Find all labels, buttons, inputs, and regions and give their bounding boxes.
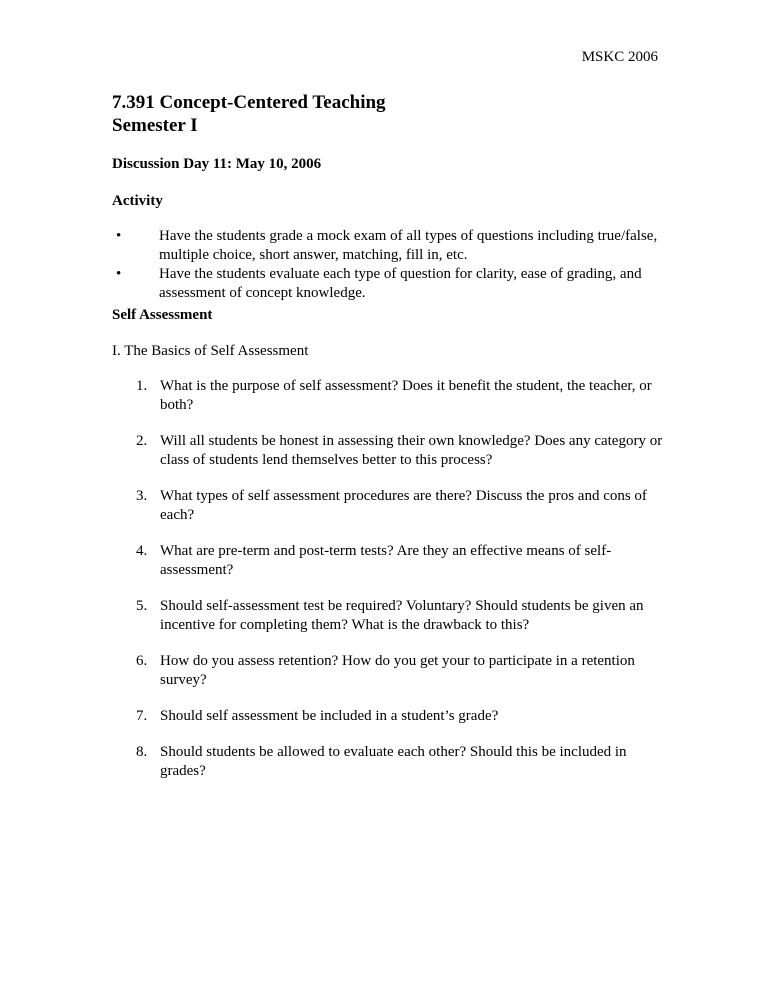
question-text: Will all students be honest in assessing their own knowledge? Does any category or class of students lend themselves better to this process? [160,433,663,468]
list-item [136,377,676,415]
question-number: 6. [136,653,148,669]
list-item [136,542,676,580]
question-number: 7. [136,708,148,724]
question-number: 8. [136,744,148,760]
title-course: 7.391 Concept-Centered Teaching [112,92,386,113]
document-title [112,91,386,137]
title-semester: Semester I [112,115,198,136]
question-text: What is the purpose of self assessment? Does it benefit the student, the teacher, or both? [160,378,652,413]
question-list [136,377,676,798]
question-number: 4. [136,543,148,559]
question-number: 1. [136,378,148,394]
list-item [136,743,676,781]
list-item [136,652,676,690]
list-item [136,432,676,470]
self-assessment-heading: Self Assessment [112,307,213,323]
activity-list [112,227,672,303]
question-number: 3. [136,488,148,504]
list-item [112,265,672,303]
question-text: What are pre-term and post-term tests? Are they an effective means of self-assessment? [160,543,612,578]
bullet-icon: • [116,228,122,244]
section-title: I. The Basics of Self Assessment [112,343,309,359]
question-text: How do you assess retention? How do you get your to participate in a retention survey? [160,653,635,688]
question-text: Should students be allowed to evaluate each other? Should this be included in grades? [160,744,627,779]
list-item [112,227,672,265]
question-text: Should self assessment be included in a student’s grade? [160,708,499,724]
question-text: Should self-assessment test be required? Voluntary? Should students be given an incentive for completing them? What is the drawback to this? [160,598,644,633]
question-number: 2. [136,433,148,449]
list-item [136,707,676,726]
activity-item-text: Have the students evaluate each type of question for clarity, ease of grading, and assessment of concept knowledge. [159,266,642,301]
activity-heading: Activity [112,193,163,209]
question-number: 5. [136,598,148,614]
question-text: What types of self assessment procedures are there? Discuss the pros and cons of each? [160,488,647,523]
activity-item-text: Have the students grade a mock exam of all types of questions including true/false, multiple choice, short answer, matching, fill in, etc. [159,228,658,263]
header-label: MSKC 2006 [581,49,658,65]
list-item [136,487,676,525]
list-item [136,597,676,635]
bullet-icon: • [116,266,122,282]
discussion-date: Discussion Day 11: May 10, 2006 [112,156,322,172]
